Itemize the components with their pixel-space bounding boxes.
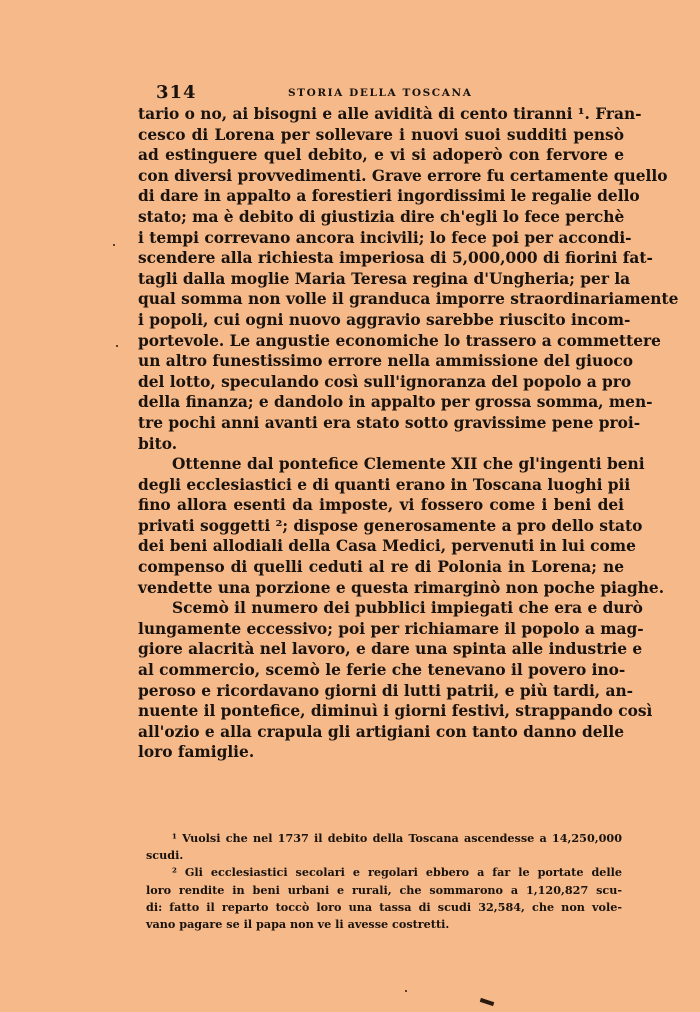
text-line: cesco di Lorena per sollevare i nuovi suoi sudditi pensò [138,125,624,144]
ink-smudge [480,998,495,1006]
text-line: qual somma non volle il granduca imporre straordinariamente [138,290,679,309]
page-number: 314 [156,82,197,103]
text-line: un altro funestissimo errore nella ammissione del giuoco [138,352,634,371]
text-line: all'ozio e alla crapula gli artigiani con tanto danno delle [138,722,624,741]
ink-speck [116,345,118,347]
running-title: STORIA DELLA TOSCANA [288,87,473,99]
text-line: scendere alla richiesta imperiosa di 5,000,000 di fiorini fat- [138,249,653,268]
text-line: lungamente eccessivo; poi per richiamare il popolo a mag- [138,619,644,638]
footnote-line: ¹ Vuolsi che nel 1737 il debito della Toscana ascendesse a 14,250,000 [172,831,622,845]
text-line: stato; ma è debito di giustizia dire ch'egli lo fece perchè [138,207,625,226]
text-line: giore alacrità nel lavoro, e dare una spinta alle industrie e [138,640,643,659]
footnote-line: di: fatto il reparto toccò loro una tassa di scudi 32,584, che non vole- [146,899,622,914]
text-line: Ottenne dal pontefice Clemente XII che gl'ingenti beni [172,455,645,474]
footnote-line: ² Gli ecclesiastici secolari e regolari ebbero a far le portate delle [172,865,622,880]
text-line: portevole. Le angustie economiche lo trassero a commettere [138,331,661,350]
text-line: di dare in appalto a forestieri ingordissimi le regalie dello [138,187,640,206]
text-line: tagli dalla moglie Maria Teresa regina d'Ungheria; per la [138,269,631,288]
text-line: dei beni allodiali della Casa Medici, pervenuti in lui come [138,537,636,556]
text-line: loro famiglie. [138,743,255,762]
footnotes [146,830,622,933]
body-text [138,104,679,763]
text-line: i popoli, cui ogni nuovo aggravio sarebbe riuscito incom- [138,310,631,329]
text-line: Scemò il numero dei pubblici impiegati che era e durò [172,599,643,618]
text-line: peroso e ricordavano giorni di lutti patrii, e più tardi, an- [138,681,634,700]
ink-speck [113,244,115,246]
text-line: ad estinguere quel debito, e vi si adoperò con fervore e [138,146,624,165]
text-line: i tempi correvano ancora incivili; lo fece poi per accondi- [138,228,632,247]
text-line: della finanza; e dandolo in appalto per grossa somma, men- [138,393,653,412]
text-line: fino allora esenti da imposte, vi fossero come i beni dei [138,496,624,515]
footnote-line: scudi. [146,848,184,863]
text-line: tre pochi anni avanti era stato sotto gravissime pene proi- [138,413,641,432]
text-line: tario o no, ai bisogni e alle avidità di cento tiranni ¹. Fran- [138,105,642,123]
text-line: del lotto, speculando così sull'ignoranza del popolo a pro [138,372,632,391]
footnote-line: vano pagare se il papa non ve li avesse costretti. [146,916,450,931]
text-line: con diversi provvedimenti. Grave errore fu certamente quello [138,166,668,185]
page-header [138,82,628,106]
text-line: nuente il pontefice, diminuì i giorni festivi, strappando così [138,702,653,721]
ink-speck [405,990,407,992]
text-line: vendette una porzione e questa rimarginò non poche piaghe. [138,578,665,597]
text-line: privati soggetti ²; dispose generosamente a pro dello stato [138,516,643,535]
text-line: bito. [138,434,178,453]
text-line: degli ecclesiastici e di quanti erano in Toscana luoghi pii [138,475,631,494]
text-line: compenso di quelli ceduti al re di Polonia in Lorena; ne [138,558,624,577]
footnote-line: loro rendite in beni urbani e rurali, che sommarono a 1,120,827 scu- [146,882,622,897]
text-line: al commercio, scemò le ferie che tenevano il povero ino- [138,661,626,680]
